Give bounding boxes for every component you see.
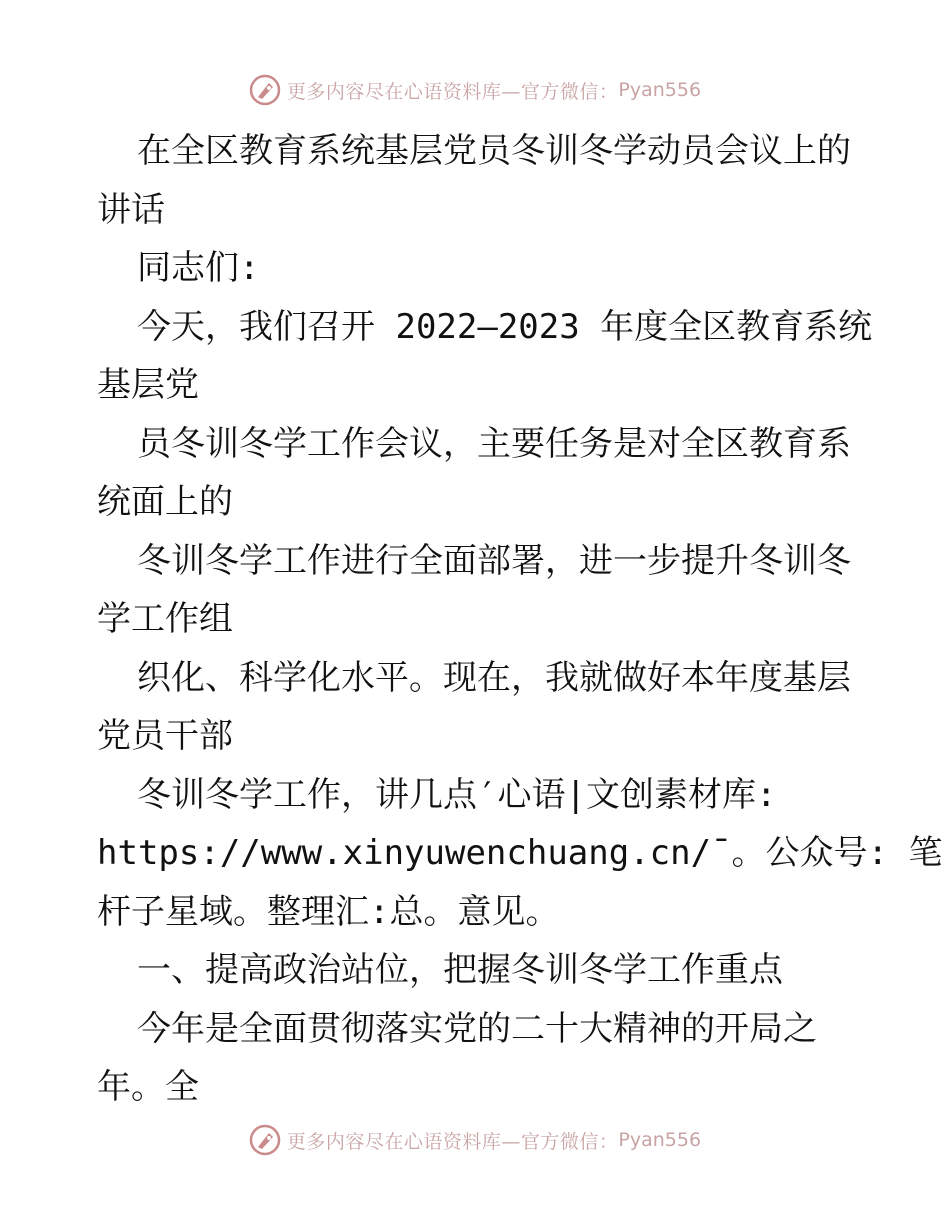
- document-body: [97, 122, 943, 1117]
- text-line: 党员干部: [97, 716, 233, 756]
- text-line: 织化、科学化水平。现在，我就做好本年度基层: [137, 657, 851, 698]
- banner-text: 更多内容尽在心语资料库—官方微信：: [286, 1130, 619, 1153]
- text-line: 今天，我们召开 2022—2023 年度全区教育系统: [137, 306, 873, 347]
- text-line: 统面上的: [97, 482, 233, 522]
- text-line: 在全区教育系统基层党员冬训冬学动员会议上的: [137, 131, 851, 171]
- text-line: 一、提高政治站位，把握冬训冬学工作重点: [137, 950, 783, 990]
- text-line: 员冬训冬学工作会议，主要任务是对全区教育系: [137, 423, 851, 464]
- banner-text: 更多内容尽在心语资料库—官方微信：: [286, 80, 619, 103]
- text-line: 基层党: [97, 365, 199, 405]
- pen-nib-logo-icon: [249, 74, 281, 106]
- text-line: 讲话: [97, 189, 165, 230]
- text-line: 今年是全面贯彻落实党的二十大精神的开局之: [137, 1008, 817, 1049]
- banner-wechat-id: Pyan556: [618, 1129, 702, 1151]
- text-line: 同志们:: [137, 248, 260, 288]
- text-line: https://www.xinyuwenchuang.cn/¯。公众号: 笔: [97, 833, 943, 873]
- footer-watermark-banner: [0, 1120, 950, 1160]
- banner-wechat-id: Pyan556: [618, 79, 702, 101]
- pen-nib-logo-icon: [249, 1124, 281, 1156]
- text-line: 杆子星域。整理汇:总。意见。: [97, 891, 560, 932]
- text-line: 冬训冬学工作，讲几点′心语|文创素材库:: [137, 774, 777, 815]
- header-watermark-banner: [0, 70, 950, 110]
- text-line: 年。全: [97, 1067, 199, 1107]
- text-line: 学工作组: [97, 599, 233, 639]
- text-line: 冬训冬学工作进行全面部署，进一步提升冬训冬: [137, 540, 851, 581]
